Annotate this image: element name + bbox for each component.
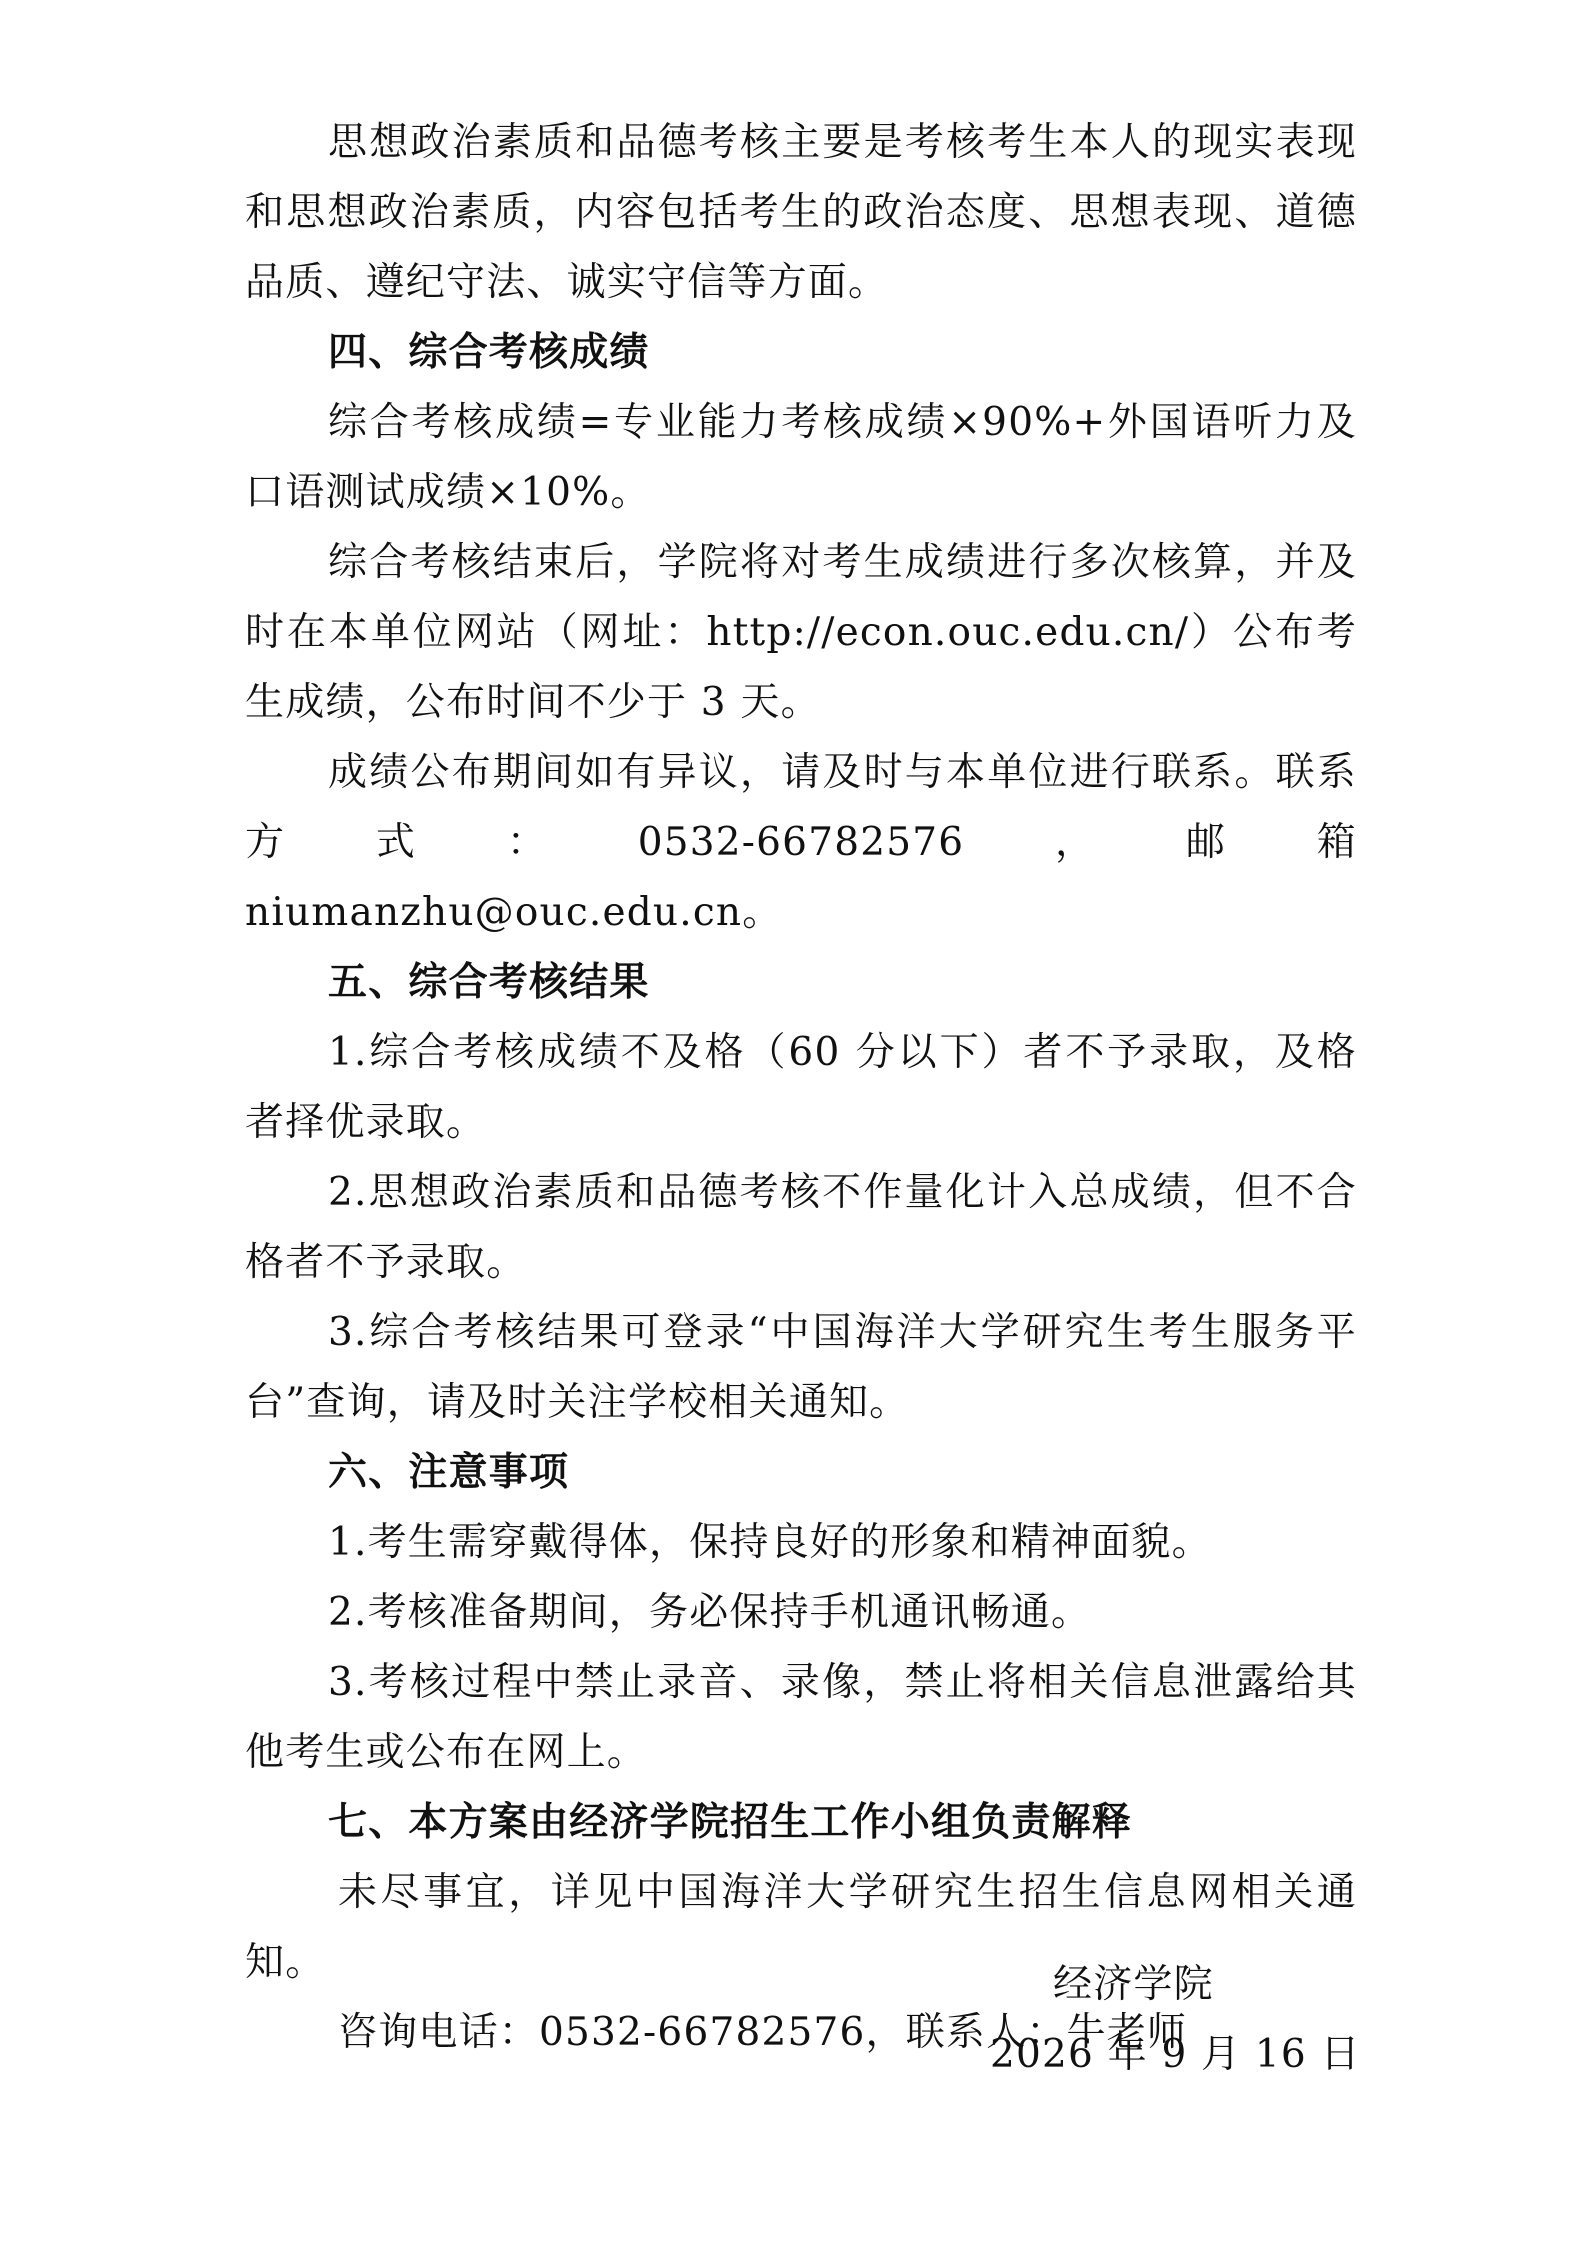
paragraph-political-assessment: 思想政治素质和品德考核主要是考核考生本人的现实表现和思想政治素质，内容包括考生的政治态度、思想表现、道德品质、遵纪守法、诚实守信等方面。 <box>245 120 1357 305</box>
paragraph-notice-3: 3.考核过程中禁止录音、录像，禁止将相关信息泄露给其他考生或公布在网上。 <box>245 1660 1357 1775</box>
paragraph-result-1: 1.综合考核成绩不及格（60 分以下）者不予录取，及格者择优录取。 <box>245 1030 1357 1145</box>
paragraph-other-matters: 未尽事宜，详见中国海洋大学研究生招生信息网相关通知。 <box>245 1870 1357 1985</box>
paragraph-inquiry-phone: 咨询电话：0532-66782576，联系人：牛老师 <box>338 2010 1188 2055</box>
paragraph-score-formula: 综合考核成绩=专业能力考核成绩×90%+外国语听力及口语测试成绩×10%。 <box>245 400 1357 515</box>
section-heading-4: 四、综合考核成绩 <box>328 330 650 375</box>
paragraph-result-2: 2.思想政治素质和品德考核不作量化计入总成绩，但不合格者不予录取。 <box>245 1170 1357 1285</box>
paragraph-objection-contact: 成绩公布期间如有异议，请及时与本单位进行联系。联系方式：0532-66782576，邮箱 niumanzhu@ouc.edu.cn。 <box>245 750 1357 935</box>
paragraph-result-3: 3.综合考核结果可登录“中国海洋大学研究生考生服务平台”查询，请及时关注学校相关通知。 <box>245 1310 1357 1425</box>
section-heading-6: 六、注意事项 <box>328 1450 570 1495</box>
paragraph-score-publication: 综合考核结束后，学院将对考生成绩进行多次核算，并及时在本单位网站（网址：http://econ.ouc.edu.cn/）公布考生成绩，公布时间不少于 3 天。 <box>245 540 1357 725</box>
paragraph-notice-2: 2.考核准备期间，务必保持手机通讯畅通。 <box>328 1590 1092 1635</box>
section-heading-5: 五、综合考核结果 <box>328 960 650 1005</box>
paragraph-notice-1: 1.考生需穿戴得体，保持良好的形象和精神面貌。 <box>328 1520 1212 1565</box>
document-body <box>245 108 1357 2068</box>
signature-organization: 经济学院 <box>1053 1962 1214 2007</box>
signature-date: 2026 年 9 月 16 日 <box>990 2032 1361 2077</box>
section-heading-7: 七、本方案由经济学院招生工作小组负责解释 <box>328 1800 1133 1845</box>
